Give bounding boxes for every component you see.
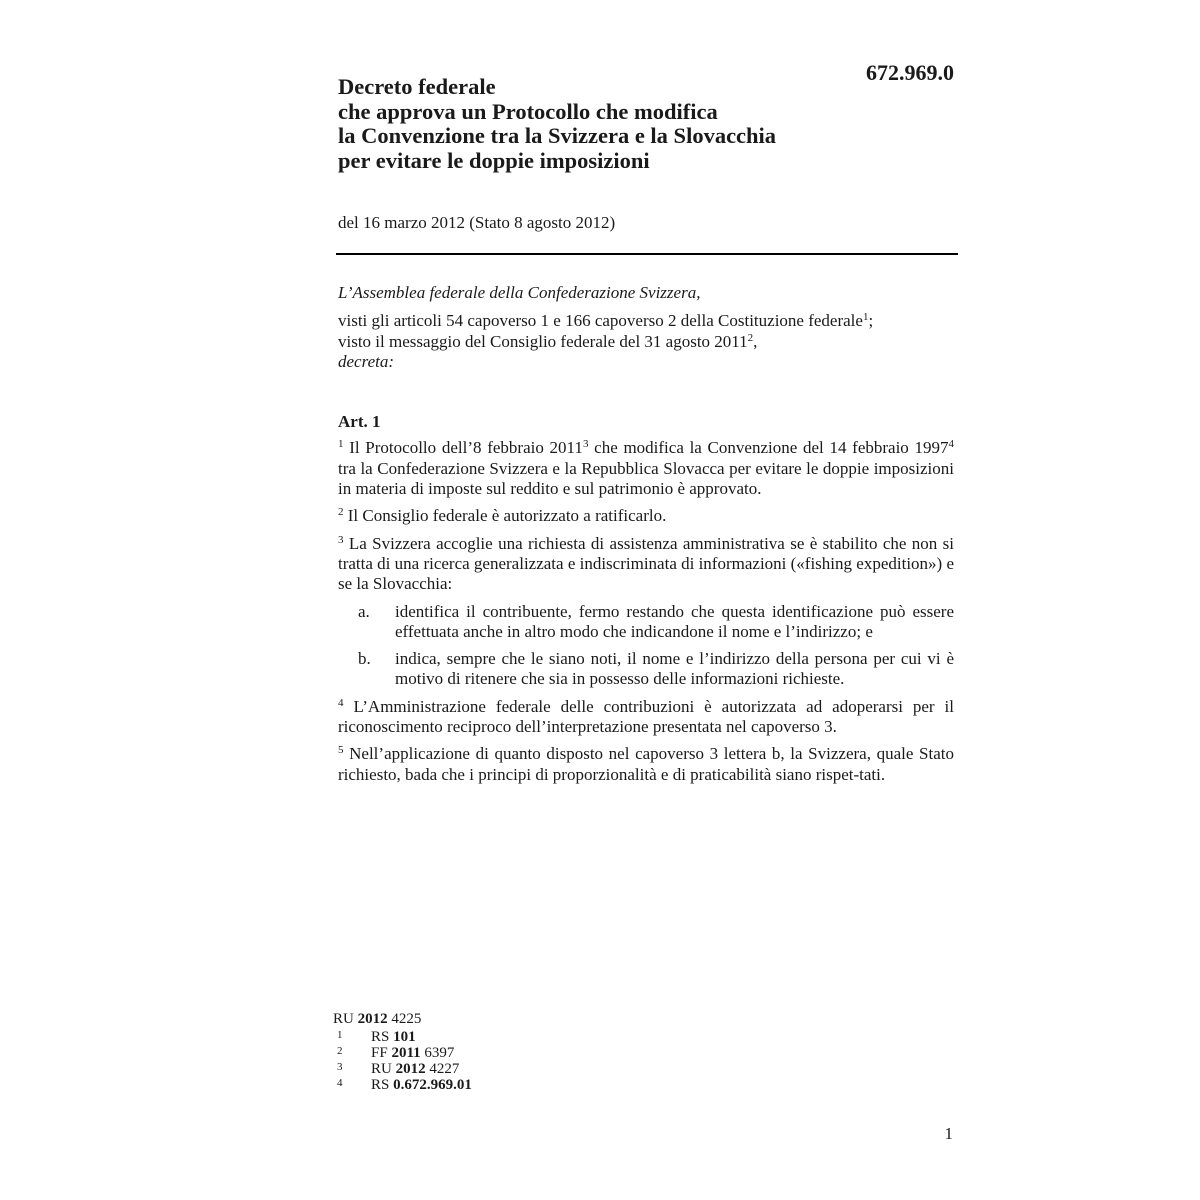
- paragraph-text: La Svizzera accoglie una richiesta di assistenza amministrativa se è stabilito che non si tratta di una ricerca generalizzata e indiscriminata di informazioni («fishing expedition») e se la Slovacchia:: [338, 533, 954, 594]
- footnote-prefix: RS: [371, 1029, 394, 1045]
- footnote-page: 4225: [387, 1011, 422, 1027]
- list-marker: a.: [358, 601, 370, 621]
- article-paragraph-4: [338, 697, 954, 738]
- punctuation: ;: [868, 311, 874, 331]
- footnote-item: [333, 1045, 472, 1061]
- title-divider: [336, 253, 958, 255]
- footnote-volume: 101: [393, 1029, 416, 1045]
- article-paragraph-5: [338, 744, 954, 785]
- footnote-ref[interactable]: 3: [582, 438, 589, 451]
- article-title: Art. 1: [338, 412, 381, 432]
- footnote-volume: 2011: [391, 1045, 421, 1061]
- list-item-text: indica, sempre che le siano noti, il nome e l’indirizzo della persona per cui vi è motivo di ritenere che sia in possesso delle informazioni richieste.: [395, 649, 954, 689]
- paragraph-number: 5: [338, 744, 344, 757]
- list-marker: b.: [358, 649, 371, 669]
- footnote-page: 4227: [425, 1061, 460, 1077]
- footnote-text[interactable]: [371, 1045, 454, 1061]
- preamble-basis: [338, 311, 954, 331]
- paragraph-text: che modifica la Convenzione del 14 febbraio 1997: [588, 438, 949, 458]
- list-item: [338, 649, 954, 690]
- footnote-prefix: RS: [371, 1077, 394, 1093]
- footnote-item: [333, 1077, 472, 1093]
- conditions-list: [338, 602, 954, 690]
- footnote-text[interactable]: [371, 1061, 459, 1077]
- paragraph-number: 1: [338, 438, 344, 451]
- footnote-source: [333, 1011, 472, 1027]
- footnote-text[interactable]: [371, 1029, 416, 1045]
- title-line: la Convenzione tra la Svizzera e la Slovacchia: [338, 123, 777, 148]
- document-body: [338, 283, 954, 792]
- preamble-basis-text: visti gli articoli 54 capoverso 1 e 166 capoverso 2 della Costituzione federale: [338, 311, 863, 331]
- paragraph-text: Il Consiglio federale è autorizzato a ratificarlo.: [343, 506, 667, 526]
- paragraph-number: 2: [338, 506, 344, 519]
- article-paragraph-2: [338, 506, 954, 526]
- document-date: del 16 marzo 2012 (Stato 8 agosto 2012): [338, 213, 616, 232]
- article-paragraph-3: [338, 534, 954, 595]
- preamble-message-text: visto il messaggio del Consiglio federale del 31 agosto 2011: [338, 331, 748, 351]
- title-line: che approva un Protocollo che modifica: [338, 98, 718, 124]
- footnote-prefix: RU: [371, 1061, 396, 1077]
- paragraph-text: Il Protocollo dell’8 febbraio 2011: [343, 438, 583, 458]
- footnote-ref[interactable]: 2: [747, 331, 754, 344]
- footnote-item: [333, 1029, 472, 1045]
- footnote-item: [333, 1061, 472, 1077]
- footnote-volume: 0.672.969.01: [393, 1077, 472, 1093]
- footnotes: [333, 1011, 472, 1093]
- preamble-decrees: decreta:: [338, 351, 395, 371]
- paragraph-text: tra la Confederazione Svizzera e la Repubblica Slovacca per evitare le doppie imposizioni in materia di imposte sul reddito e sul patrimonio è approvato.: [338, 458, 954, 499]
- footnote-prefix: FF: [371, 1045, 392, 1061]
- document-title: [338, 75, 898, 173]
- footnote-number: 2: [337, 1045, 343, 1057]
- article-paragraph-1: [338, 438, 954, 499]
- list-item-text: identifica il contribuente, fermo restando che questa identificazione può essere effettuata anche in altro modo che indicandone il nome e l’indirizzo; e: [395, 601, 954, 641]
- document-number: 672.969.0: [866, 60, 954, 85]
- footnote-number: 1: [337, 1029, 343, 1041]
- page-number: 1: [944, 1124, 953, 1143]
- footnote-ref[interactable]: 4: [948, 438, 955, 451]
- preamble-assembly: L’Assemblea federale della Confederazione Svizzera,: [338, 283, 701, 302]
- footnote-ref[interactable]: 1: [862, 311, 869, 324]
- paragraph-number: 4: [338, 696, 344, 709]
- footnote-text[interactable]: [371, 1077, 472, 1093]
- footnote-volume: 2012: [357, 1011, 388, 1027]
- title-line: per evitare le doppie imposizioni: [338, 147, 650, 173]
- footnote-volume: 2012: [395, 1061, 426, 1077]
- preamble-message: [338, 332, 954, 352]
- footnote-page: 6397: [420, 1045, 455, 1061]
- footnote-number: 3: [337, 1061, 343, 1073]
- footnote-prefix: RU: [333, 1011, 358, 1027]
- paragraph-text: Nell’applicazione di quanto disposto nel capoverso 3 lettera b, la Svizzera, quale Stato richiesto, bada che i principi di proporzionalità e di praticabilità siano rispet-tati.: [338, 744, 954, 784]
- punctuation: ,: [753, 331, 758, 351]
- list-item: [338, 602, 954, 643]
- title-line: Decreto federale: [338, 74, 496, 99]
- paragraph-number: 3: [338, 533, 344, 546]
- footnote-number: 4: [337, 1077, 343, 1089]
- paragraph-text: L’Amministrazione federale delle contribuzioni è autorizzata ad adoperarsi per il riconoscimento reciproco dell’interpretazione presentata nel capoverso 3.: [338, 696, 954, 737]
